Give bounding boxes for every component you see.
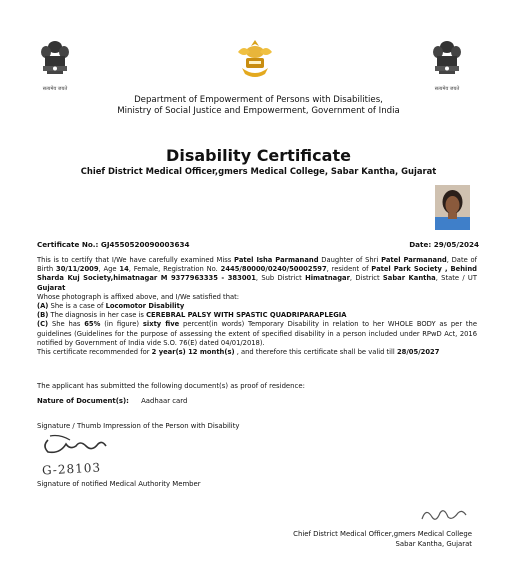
person-photo-icon: [435, 185, 470, 230]
recommended-period: 2 year(s) 12 month(s): [151, 348, 235, 357]
emblem-caption: सत्यमेव जयते: [42, 86, 68, 92]
applicant-photo: [435, 185, 470, 230]
gujarat-emblem: [232, 38, 278, 86]
department-line-2: Ministry of Social Justice and Empowerment, Government of India: [117, 106, 400, 116]
emblem-caption: सत्यमेव जयते: [434, 86, 460, 92]
documents-row: [37, 397, 187, 405]
father-name: Patel Parmanand: [381, 256, 447, 264]
certificate-number-label: Certificate No.:: [37, 240, 99, 249]
body-text: Daughter of Shri: [318, 256, 382, 264]
disability-type: Locomotor Disability: [105, 302, 185, 311]
disability-percent: 65%: [84, 320, 101, 329]
officer-signature: [418, 503, 468, 531]
sub-district: Himatnagar: [305, 274, 350, 283]
body-text: , Sub District: [255, 274, 306, 283]
clause-label: (C): [37, 320, 49, 329]
age: 14: [119, 265, 129, 274]
certificate-title: Disability Certificate: [166, 146, 351, 165]
clause-b: [37, 311, 477, 320]
body-text: (in figure): [100, 320, 143, 329]
body-text: , Date of Birth: [37, 256, 478, 274]
registration-number: 2445/80000/0240/50002597: [220, 265, 327, 274]
certificate-date-label: Date:: [409, 240, 432, 249]
date-of-birth: 30/11/2009: [56, 265, 99, 274]
body-text: , and therefore this certificate shall be valid till: [234, 348, 397, 357]
body-text: , Female, Registration No.: [128, 265, 221, 274]
diagnosis: CEREBRAL PALSY WITH SPASTIC QUADRIPARAPLEGIA: [146, 311, 347, 320]
state: Gujarat: [37, 283, 66, 292]
state-emblem-icon: [232, 38, 278, 82]
district: Sabar Kantha: [382, 274, 436, 283]
body-text: , State / UT: [435, 274, 477, 283]
body-text: She is a case of: [48, 302, 106, 311]
body-text: percent(in words) Temporary Disability in relation to her WHOLE BODY as per the guidelines (Guidelines for the purpose of assessing the extent of specified disability in a person included under RPwD Act, 2016 notified by Government of India vide S.O. 76(E) dated 04/01/2018).: [37, 320, 477, 347]
documents-value: Aadhaar card: [141, 397, 188, 405]
applicant-name: Patel Isha Parmanand: [234, 256, 319, 264]
department-header: [0, 95, 517, 117]
applicant-signature-label: Signature / Thumb Impression of the Person with Disability: [37, 422, 240, 430]
applicant-signature-number: G-28103: [41, 460, 102, 478]
lion-capital-icon: [38, 38, 72, 82]
lion-capital-icon: [430, 38, 464, 82]
documents-label: Nature of Document(s):: [37, 397, 129, 405]
certificate-date-row: [409, 240, 479, 249]
certificate-date: 29/05/2024: [433, 240, 479, 249]
disability-percent-words: sixty five: [142, 320, 180, 329]
address: Patel Park Society , Behind Sharda Kuj Society,himatnagar M 9377963335 - 383001: [37, 265, 477, 283]
body-text: , District: [349, 274, 383, 283]
certificate-number-row: [37, 240, 190, 249]
body-text: , resident of: [326, 265, 372, 274]
body-text: , Age: [98, 265, 120, 274]
body-text: She has: [48, 320, 85, 329]
body-text: This certificate recommended for: [37, 348, 152, 357]
body-text: This is to certify that I/We have carefully examined Miss: [37, 256, 235, 264]
clause-label: (A): [37, 302, 49, 311]
valid-till-date: 28/05/2027: [396, 348, 440, 357]
applicant-signature: [40, 432, 130, 482]
officer-line-1: Chief District Medical Officer,gmers Medical College: [293, 530, 472, 538]
medical-member-signature-label: Signature of notified Medical Authority Member: [37, 480, 201, 488]
department-line-1: Department of Empowerment of Persons with Disabilities,: [134, 95, 383, 105]
clause-label: (B): [37, 311, 49, 320]
body-text: The diagnosis in her case is: [48, 311, 147, 320]
officer-designation: [293, 530, 472, 548]
clause-a: [37, 302, 477, 311]
documents-intro: The applicant has submitted the following document(s) as proof of residence:: [37, 382, 305, 390]
certificate-number: GJ4550520090003634: [100, 240, 190, 249]
officer-line-2: Sabar Kantha, Gujarat: [395, 540, 472, 548]
handwritten-signature-icon: [418, 503, 468, 527]
photo-statement: Whose photograph is affixed above, and I/We satisfied that:: [37, 292, 240, 301]
certificate-body: [37, 256, 477, 357]
national-emblem-left: [38, 38, 75, 92]
recommendation: [37, 348, 477, 357]
national-emblem-right: [430, 38, 467, 92]
certificate-issuer: Chief District Medical Officer,gmers Medical College, Sabar Kantha, Gujarat: [80, 166, 437, 176]
clause-c: [37, 320, 477, 348]
